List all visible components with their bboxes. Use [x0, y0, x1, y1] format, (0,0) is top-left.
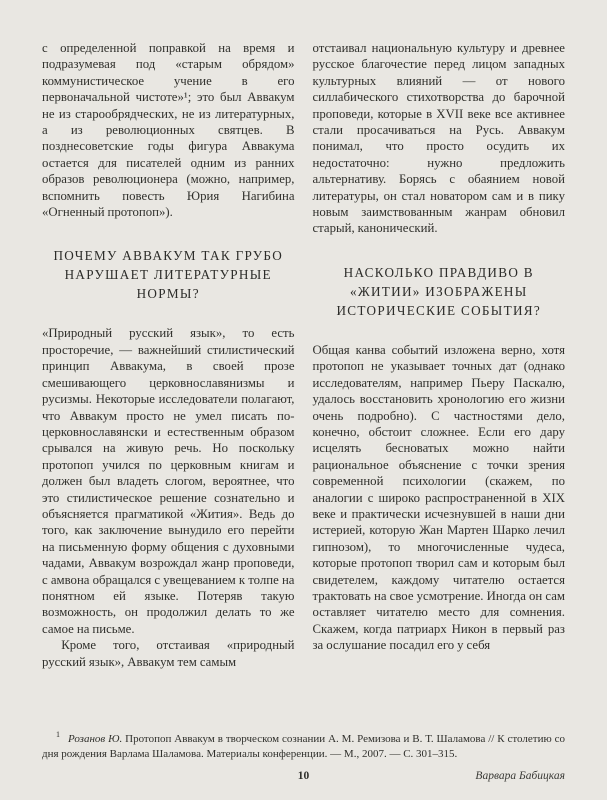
- footnote: [42, 732, 565, 762]
- section-heading: НАСКОЛЬКО ПРАВДИВО В «ЖИТИИ» ИЗОБРАЖЕНЫ ИСТОРИЧЕСКИЕ СОБЫТИЯ?: [336, 264, 542, 318]
- footnote-text: [42, 732, 565, 762]
- footnote-body: Протопоп Аввакум в творческом сознании А. М. Ремизова и В. Т. Шаламова // К столетию со дня рождения Варлама Шаламова. Материалы конференции. — М., 2007. — С. 301–315.: [42, 733, 565, 760]
- footnote-marker: 1: [56, 730, 60, 740]
- body-paragraph: Общая канва событий изложена верно, хотя протопоп не указывает точных дат (однако исследователям, например Пьеру Паскалю, удалось восстановить хронологию его жизни очень подробно). С частностями дело, конечно, обстоит сложнее. Если его дару исцелять бесноватых можно найти рациональное объяснение с точки зрения современной психологии (скажем, по аналогии с широко распространенной в XIX веке и практически исчезнувшей в наши дни истерией, которую Жан Мартен Шарко лечил гипнозом), то многочисленные чудеса, которые протопоп творил сам и которым был свидетелем, каждому читателю остается трактовать на свое усмотрение. Иногда он сам оставляет читателю место для сомнения. Скажем, когда патриарх Никон в первый раз за ослушание посадил его у себя: [312, 342, 565, 653]
- left-column: [42, 40, 295, 716]
- body-paragraph: Кроме того, отстаивая «природный русский язык», Аввакум тем самым: [42, 638, 295, 669]
- right-column: [313, 40, 566, 716]
- section-heading: ПОЧЕМУ АВВАКУМ ТАК ГРУБО НАРУШАЕТ ЛИТЕРАТУРНЫЕ НОРМЫ?: [53, 248, 284, 302]
- body-paragraph: «Природный русский язык», то есть просторечие, — важнейший стилистический принцип Аввакума, в своей прозе смешивающего церковнославянизмы и русизмы. Некоторые исследователи полагают, что Аввакум просто не умел писать по-церковнославянски и естественным образом срывался на живую речь. Но поскольку протопоп учился по церковным книгам и должен был владеть слогом, вероятнее, что это стилистическое решение сознательно и объясняется прагматикой «Жития». Ведь до того, как заключение вынудило его перейти на письменную форму общения с духовными чадами, Аввакум возрождал жанр проповеди, с амвона обращался с увещеванием к толпе на понятном ей языке. Потеряв такую возможность, он продолжил делать то же самое на письме.: [42, 326, 295, 636]
- body-paragraph: отстаивал национальную культуру и древнее русское благочестие перед лицом западных культурных влияний — от нового силлабического стихотворства до барочной проповеди, которые в XVII веке все активнее стали просачиваться на Русь. Аввакум понимал, что просто осудить их недостаточно: нужно предложить альтернативу. Борясь с обаянием новой литературы, он стал новатором сам и в пику новым заимствованным жанрам обновил старый, канонический.: [312, 41, 565, 236]
- footnote-author: Розанов Ю.: [68, 733, 123, 745]
- page-footer: [42, 770, 565, 786]
- author-name: Варвара Бабицкая: [475, 770, 565, 782]
- text-columns: [42, 40, 565, 716]
- page-number: 10: [297, 770, 310, 782]
- body-paragraph: с определенной поправкой на время и подразумевая под «старым обрядом» коммунистическое учение в его первоначальной чистоте»¹; это был Аввакум не из старообрядческих, не из литературных, а из революционных святцев. В позднесоветские годы фигура Аввакума остается для писателей одним из ранних образов революционера (можно, например, вспомнить повесть Юрия Нагибина «Огненный протопоп»).: [42, 41, 295, 220]
